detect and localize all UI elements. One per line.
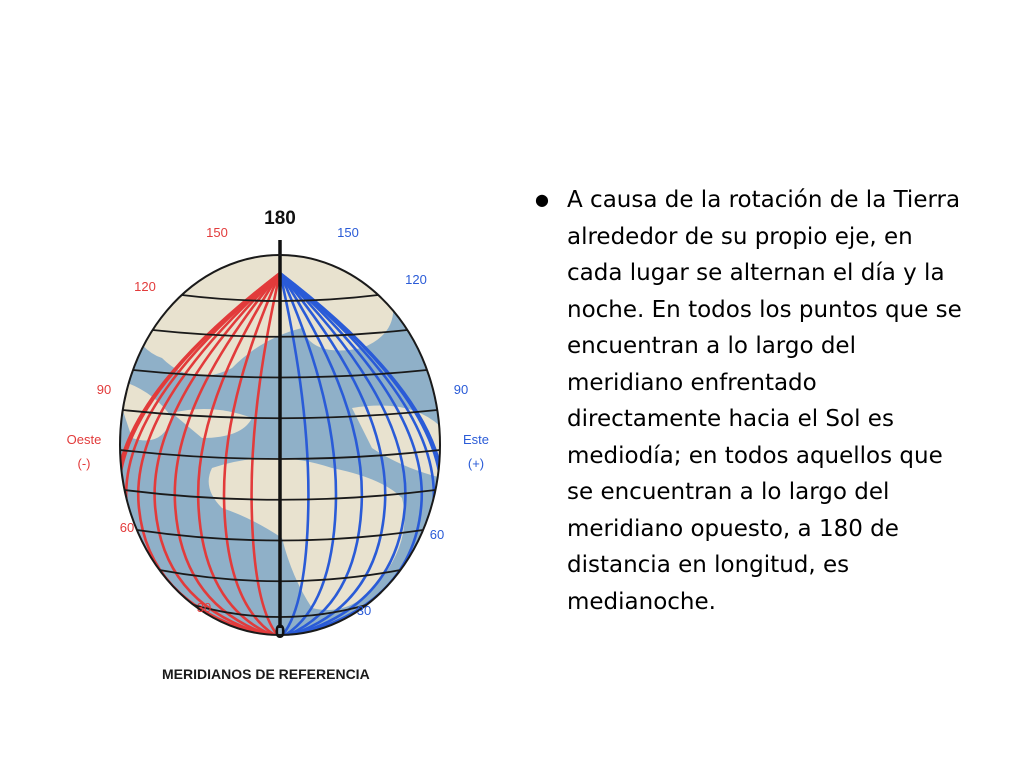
east-label-90: 90 [453,382,469,397]
east-name: Este [462,432,490,447]
bullet-icon: ● [535,190,549,209]
west-label-150: 150 [206,225,228,240]
west-label-120: 120 [134,279,156,294]
globe-diagram [52,178,512,698]
figure-caption: MERIDIANOS DE REFERENCIA [162,666,370,682]
east-label-150: 150 [337,225,359,240]
west-name: Oeste [66,432,102,447]
east-label-30: 30 [356,603,372,618]
east-sign: (+) [467,456,485,471]
label-0: 0 [274,622,286,643]
west-label-60: 60 [119,520,135,535]
east-label-60: 60 [429,527,445,542]
east-label-120: 120 [405,272,427,287]
bullet-item [535,182,1005,620]
west-label-90: 90 [96,382,112,397]
meridians-figure [52,178,512,698]
label-180: 180 [264,208,296,229]
west-label-30: 30 [196,600,212,615]
bullet-text: A causa de la rotación de la Tierra alrededor de su propio eje, en cada lugar se alternan el día y la noche. En todos los puntos que se encuentran a lo largo del meridiano enfrentado directamente hacia el Sol es mediodía; en todos aquellos que se encuentran a lo largo del meridiano opuesto, a 180 de distancia en longitud, es medianoche. [567,187,962,615]
west-sign: (-) [77,456,91,471]
